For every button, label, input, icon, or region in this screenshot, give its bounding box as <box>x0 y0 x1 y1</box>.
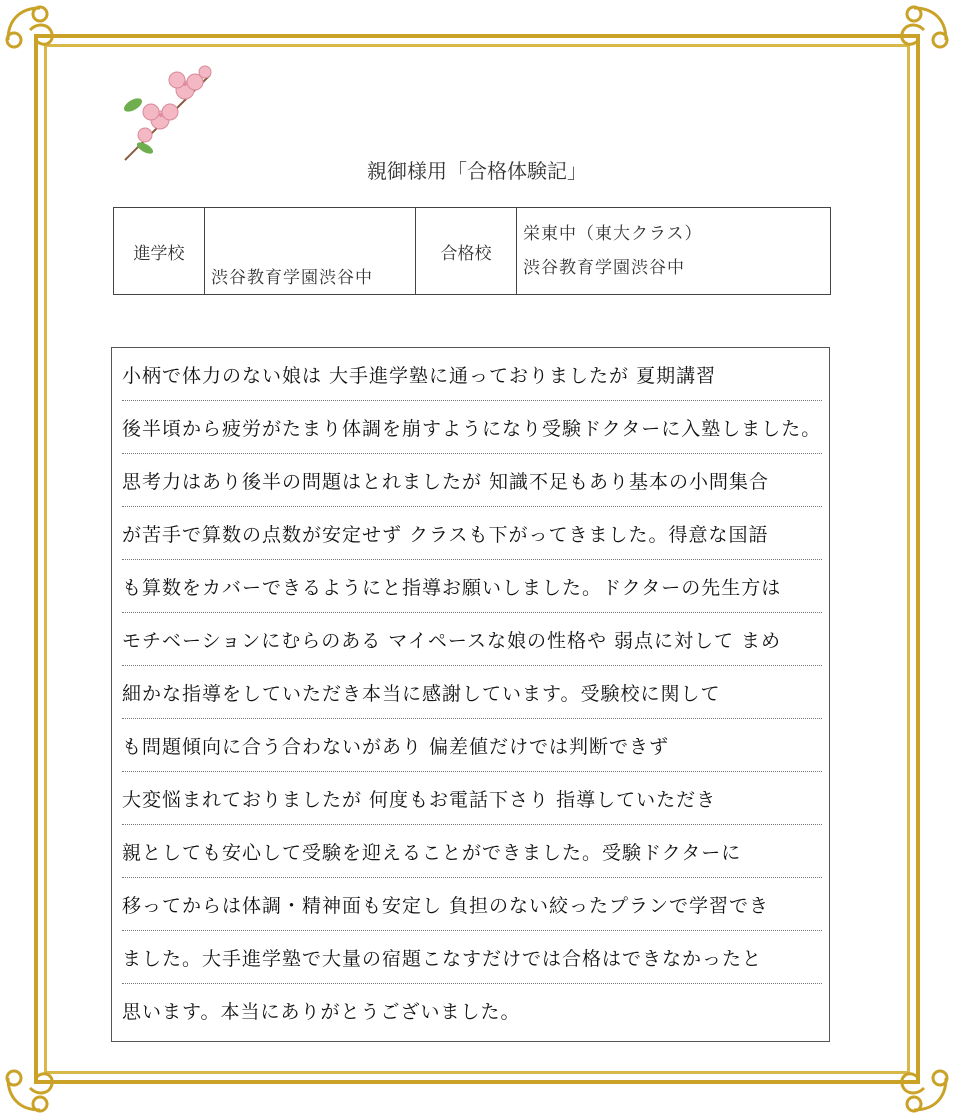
essay-line: モチベーションにむらのある マイペースな娘の性格や 弱点に対して まめ <box>122 615 822 666</box>
passed-school-value: 栄東中（東大クラス） <box>523 224 703 244</box>
passed-school-label: 合格校 <box>416 208 517 295</box>
school-info-table <box>113 207 831 295</box>
enrolled-school-label: 進学校 <box>114 208 205 295</box>
essay-line: 思います。本当にありがとうございました。 <box>122 1001 521 1023</box>
essay-line: も問題傾向に合う合わないがあり 偏差値だけでは判断できず <box>122 721 822 772</box>
essay-line: 移ってからは体調・精神面も安定し 負担のない絞ったプランで学習でき <box>122 880 822 931</box>
ornament-corner-icon <box>0 1038 80 1118</box>
essay-box <box>111 347 830 1042</box>
essay-line: 細かな指導をしていただき本当に感謝しています。受験校に関して <box>122 668 822 719</box>
essay-line: が苦手で算数の点数が安定せず クラスも下がってきました。得意な国語 <box>122 509 822 560</box>
essay-line: 親としても安心して受験を迎えることができました。受験ドクターに <box>122 827 822 878</box>
ornament-corner-icon <box>874 0 954 80</box>
essay-line: 思考力はあり後半の問題はとれましたが 知識不足もあり基本の小問集合 <box>122 456 822 507</box>
essay-line: 後半頃から疲労がたまり体調を崩すようになり受験ドクターに入塾しました。 <box>122 403 822 454</box>
cherry-blossom-icon <box>115 60 225 170</box>
ornament-corner-icon <box>874 1038 954 1118</box>
passed-school-cell <box>517 208 831 295</box>
enrolled-school-value: 渋谷教育学園渋谷中 <box>211 268 373 288</box>
enrolled-school-cell <box>205 208 416 295</box>
page-title: 親御様用「合格体験記」 <box>367 159 587 183</box>
passed-school-value: 渋谷教育学園渋谷中 <box>523 258 685 278</box>
essay-line: 小柄で体力のない娘は 大手進学塾に通っておりましたが 夏期講習 <box>122 350 822 401</box>
essay-line: 大変悩まれておりましたが 何度もお電話下さり 指導していただき <box>122 774 822 825</box>
essay-line: も算数をカバーできるようにと指導お願いしました。ドクターの先生方は <box>122 562 822 613</box>
essay-line: ました。大手進学塾で大量の宿題こなすだけでは合格はできなかったと <box>122 933 822 984</box>
ornament-corner-icon <box>0 0 80 80</box>
